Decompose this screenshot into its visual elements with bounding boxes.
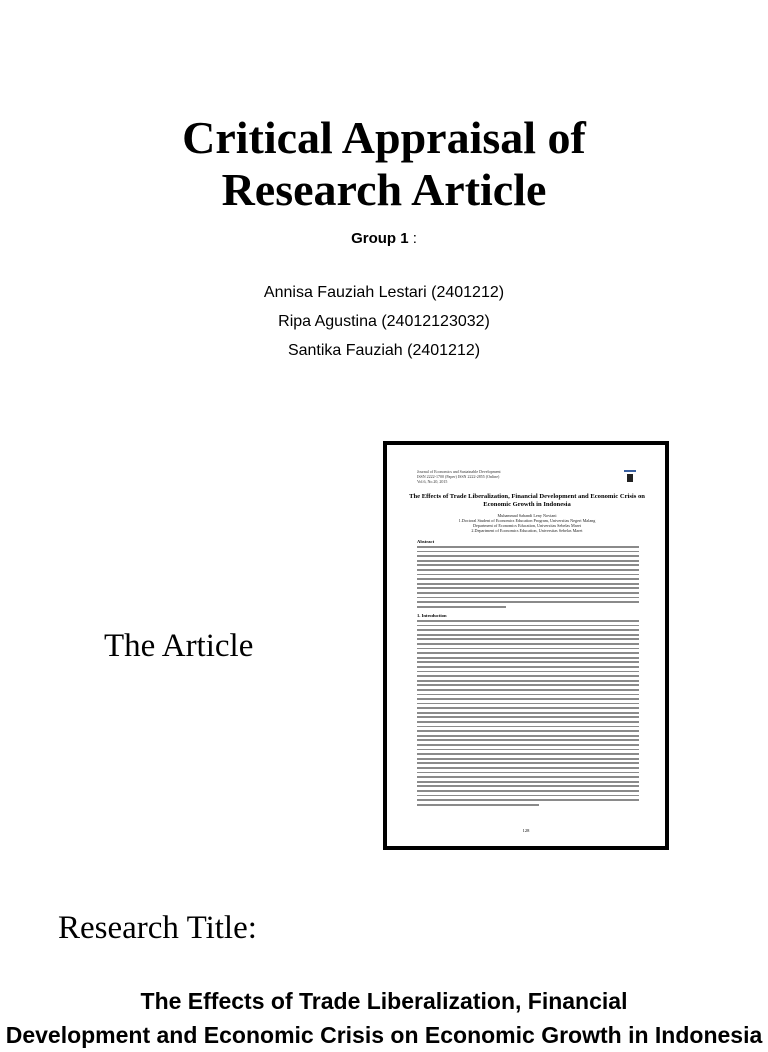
research-title-line: The Effects of Trade Liberalization, Financial [140,988,628,1014]
slide-title-line-1: Critical Appraisal of [182,112,586,163]
research-title-line: Development and Economic Crisis on Economic Growth in Indonesia [5,1022,763,1048]
author-item: Santika Fauziah (2401212) [287,342,481,359]
research-title-label: Research Title: [58,910,257,946]
slide-title-line-2: Research Article [221,164,547,215]
author-item: Ripa Agustina (24012123032) [278,313,490,330]
paper-author-line: 2.Department of Economics Education, Universitas Sebelas Maret [471,528,583,533]
group-label [0,230,768,247]
group-suffix: : [408,230,417,247]
article-thumbnail [383,441,669,850]
paper-author-line: 1.Doctoral Student of Economics Education Program, Universitas Negeri Malang [458,518,596,523]
journal-header [417,469,501,484]
paper-author-line: Department of Economics Education, Universitas Sebelas Maret [472,523,582,528]
article-label: The Article [104,628,254,664]
intro-heading: 1. Introduction [417,613,447,618]
intro-text [417,620,639,808]
author-list [0,278,768,365]
group-name: Group 1 [351,230,409,247]
research-title-value [0,984,768,1052]
slide-title [0,112,768,216]
journal-header-line: ISSN 2222-1700 (Paper) ISSN 2222-2855 (Online) [417,474,500,479]
journal-logo-icon [623,469,637,483]
journal-header-line: Vol.6, No.20, 2015 [417,479,448,484]
paper-author-line: Muhammad Sabandi Leny Noviani [497,513,557,518]
author-item: Annisa Fauziah Lestari (2401212) [263,284,505,301]
abstract-heading: Abstract [417,539,435,544]
paper-title: The Effects of Trade Liberalization, Financial Development and Economic Crisis on Economic Growth in Indonesia [409,493,645,508]
journal-header-line: Journal of Economics and Sustainable Development [417,469,501,474]
abstract-text [417,546,639,610]
paper-authors [407,513,647,533]
page-number: 128 [522,828,530,833]
